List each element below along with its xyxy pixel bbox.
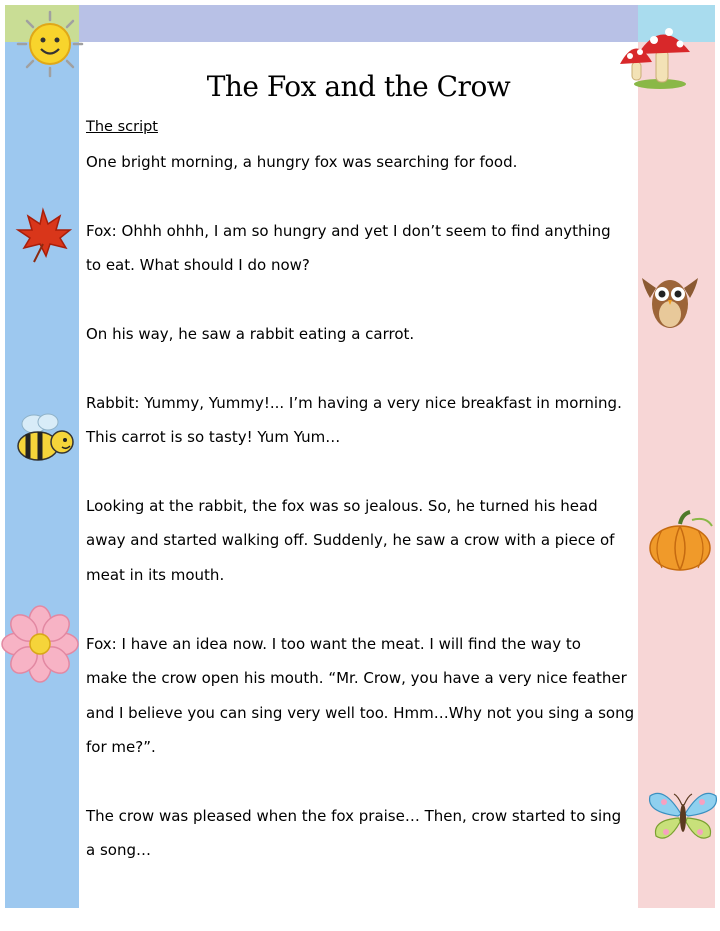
paragraph-line: to eat. What should I do now? bbox=[86, 256, 310, 274]
paragraph-line: make the crow open his mouth. “Mr. Crow, you have a very nice feather bbox=[86, 669, 627, 687]
flower-icon bbox=[0, 604, 80, 684]
paragraph-line: away and started walking off. Suddenly, he saw a crow with a piece of bbox=[86, 531, 615, 549]
top-border-strip bbox=[79, 5, 638, 42]
right-border-strip bbox=[638, 42, 715, 908]
paragraph-line: Fox: Ohhh ohhh, I am so hungry and yet I don’t seem to find anything bbox=[86, 222, 611, 240]
paragraph-line: and I believe you can sing very well too. Hmm…Why not you sing a song bbox=[86, 704, 635, 722]
butterfly-icon bbox=[646, 786, 720, 846]
sun-icon bbox=[14, 8, 86, 80]
pumpkin-icon bbox=[640, 510, 720, 576]
page-title: The Fox and the Crow bbox=[206, 70, 511, 103]
paragraph-line: meat in its mouth. bbox=[86, 566, 225, 584]
maple-leaf-icon bbox=[10, 204, 76, 264]
paragraph-line: Looking at the rabbit, the fox was so jealous. So, he turned his head bbox=[86, 497, 598, 515]
paragraph-line: Fox: I have an idea now. I too want the meat. I will find the way to bbox=[86, 635, 581, 653]
owl-icon bbox=[640, 268, 700, 334]
paragraph-line: for me?”. bbox=[86, 738, 156, 756]
paragraph-line: This carrot is so tasty! Yum Yum… bbox=[86, 428, 341, 446]
paragraph-line: The crow was pleased when the fox praise… Then, crow started to sing bbox=[86, 807, 622, 825]
paragraph-line: a song… bbox=[86, 841, 151, 859]
page-body bbox=[79, 42, 638, 908]
left-border-strip bbox=[5, 42, 79, 908]
bee-icon bbox=[10, 410, 80, 466]
script-subheading: The script bbox=[86, 119, 158, 135]
paragraph-line: Rabbit: Yummy, Yummy!... I’m having a very nice breakfast in morning. bbox=[86, 394, 622, 412]
paragraph-line: On his way, he saw a rabbit eating a carrot. bbox=[86, 325, 415, 343]
paragraph-line: One bright morning, a hungry fox was searching for food. bbox=[86, 153, 518, 171]
